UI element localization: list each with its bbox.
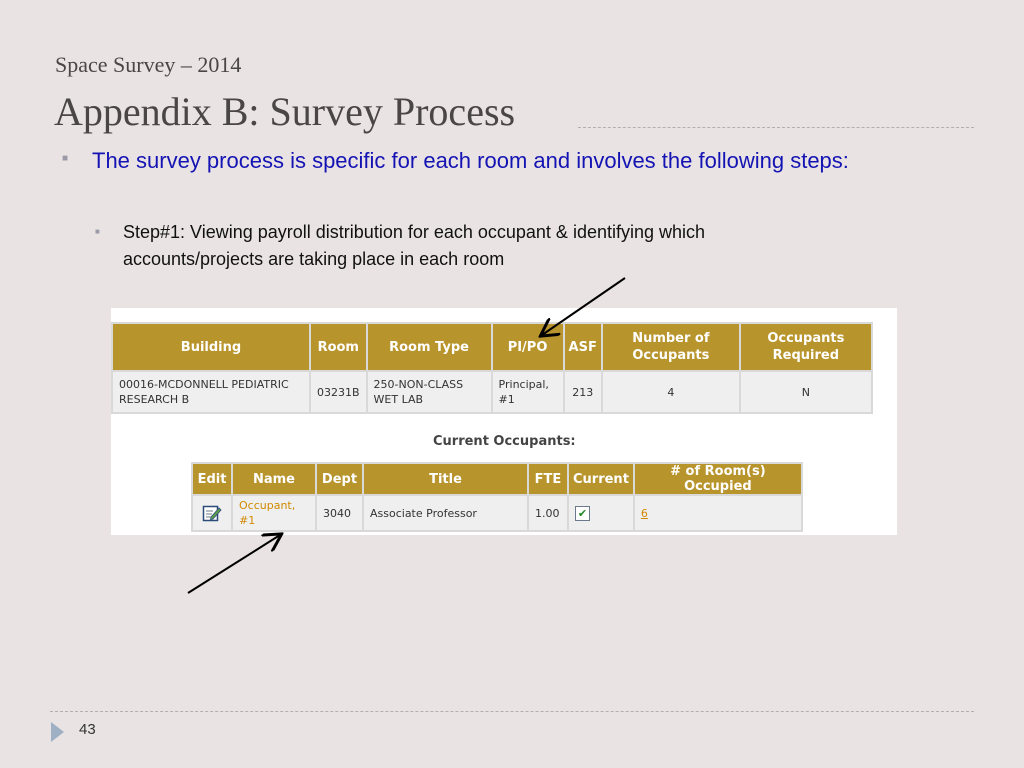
cell-asf: 213 [565, 372, 601, 412]
slide-subtitle: Space Survey – 2014 [55, 52, 242, 77]
cell-line: #1 [498, 393, 515, 406]
col-header-room: Room [311, 324, 366, 370]
page-number: 43 [79, 721, 96, 738]
header-line: Occupants [632, 348, 710, 363]
col-header-occupants-required [741, 324, 871, 370]
title-divider [578, 127, 974, 128]
cell-occupants-required: N [741, 372, 871, 412]
occupants-table [191, 462, 803, 532]
cell-current [569, 496, 633, 530]
cell-fte: 1.00 [529, 496, 567, 530]
cell-number-of-occupants: 4 [603, 372, 739, 412]
cell-dept: 3040 [317, 496, 362, 530]
square-bullet-icon: ■ [62, 153, 69, 164]
arrow-to-occupant [188, 535, 280, 593]
cell-room: 03231B [311, 372, 366, 412]
cell-rooms-occupied [635, 496, 801, 530]
slide-title: Appendix B: Survey Process [54, 89, 516, 134]
table-header-row [113, 324, 871, 370]
col-header-number-of-occupants [603, 324, 739, 370]
current-checkbox[interactable]: ✔ [575, 506, 590, 521]
screenshot-panel [111, 308, 897, 535]
table-row [113, 372, 871, 412]
col-header-building: Building [113, 324, 309, 370]
play-triangle-icon [51, 722, 64, 742]
header-line: Occupants [767, 331, 845, 346]
bullet-level-1: The survey process is specific for each room and involves the following steps: [92, 148, 849, 173]
room-info-table [111, 322, 873, 414]
square-bullet-icon: ■ [95, 227, 100, 236]
rooms-occupied-link[interactable]: 6 [640, 506, 648, 520]
bullet-level-2: Step#1: Viewing payroll distribution for each occupant & identifying which accounts/projects are taking place in each room [123, 222, 706, 269]
occupant-name-link[interactable]: Occupant, #1 [233, 496, 315, 530]
current-occupants-caption: Current Occupants: [433, 434, 576, 449]
col-header-rooms-occupied: # of Room(s) Occupied [635, 464, 801, 494]
col-header-edit: Edit [193, 464, 231, 494]
cell-room-type [368, 372, 491, 412]
col-header-asf: ASF [565, 324, 601, 370]
cell-line: 250-NON-CLASS [373, 378, 464, 391]
footer-divider [50, 711, 974, 712]
col-header-current: Current [569, 464, 633, 494]
edit-icon[interactable] [202, 504, 222, 522]
col-header-title: Title [364, 464, 527, 494]
cell-building [113, 372, 309, 412]
cell-pi-po [493, 372, 563, 412]
header-line: Number of [632, 331, 710, 346]
cell-line: RESEARCH B [119, 393, 190, 406]
cell-line: Principal, [498, 378, 549, 391]
cell-title: Associate Professor [364, 496, 527, 530]
col-header-name: Name [233, 464, 315, 494]
cell-line: 00016-MCDONNELL PEDIATRIC [119, 378, 289, 391]
col-header-dept: Dept [317, 464, 362, 494]
col-header-room-type: Room Type [368, 324, 491, 370]
cell-line: WET LAB [373, 393, 424, 406]
table-row [193, 496, 801, 530]
header-line: Required [772, 348, 840, 363]
table-header-row [193, 464, 801, 494]
col-header-fte: FTE [529, 464, 567, 494]
col-header-pi-po: PI/PO [493, 324, 563, 370]
cell-edit [193, 496, 231, 530]
